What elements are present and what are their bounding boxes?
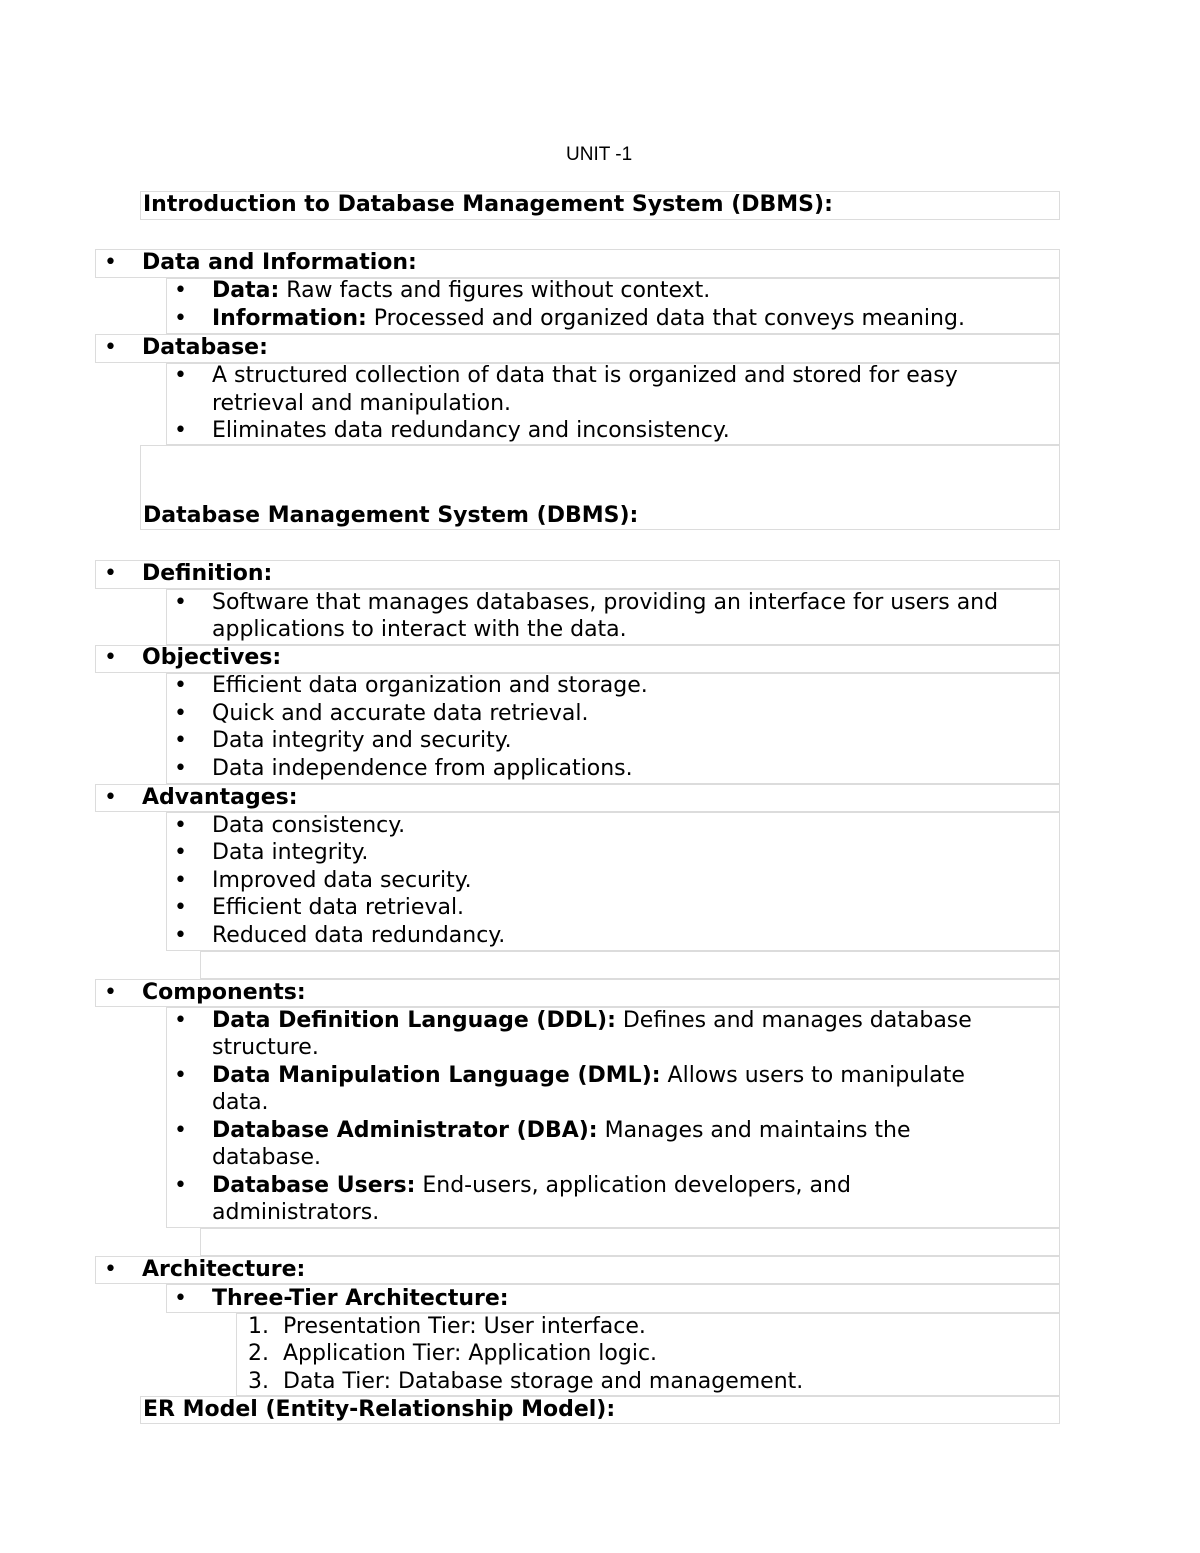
intro-heading: Introduction to Database Management System (DBMS): xyxy=(143,192,833,217)
component-dba: Database Administrator (DBA): Manages and maintains the xyxy=(212,1118,911,1143)
section-data-information: Data and Information: xyxy=(142,250,417,275)
spacer-cell xyxy=(200,1228,1060,1256)
component-ddl-cont: structure. xyxy=(212,1035,319,1060)
tier-number: 2. xyxy=(248,1341,269,1366)
list-item: Efficient data organization and storage. xyxy=(212,673,648,698)
list-item: Efficient data retrieval. xyxy=(212,895,465,920)
bullet-icon: • xyxy=(174,418,187,443)
bullet-icon: • xyxy=(174,895,187,920)
bullet-icon: • xyxy=(174,728,187,753)
tier-item: Application Tier: Application logic. xyxy=(283,1341,658,1366)
bullet-icon: • xyxy=(174,813,187,838)
section-definition: Definition: xyxy=(142,561,273,586)
bullet-icon: • xyxy=(174,278,187,303)
component-users-cont: administrators. xyxy=(212,1200,380,1225)
spacer-cell xyxy=(200,951,1060,979)
section-architecture: Architecture: xyxy=(142,1257,306,1282)
unit-label: UNIT -1 xyxy=(566,144,633,165)
tier-number: 1. xyxy=(248,1314,269,1339)
bullet-icon: • xyxy=(174,701,187,726)
section-advantages: Advantages: xyxy=(142,785,298,810)
bullet-icon: • xyxy=(104,1257,117,1282)
list-item: Data consistency. xyxy=(212,813,406,838)
bullet-icon: • xyxy=(174,756,187,781)
bullet-icon: • xyxy=(174,1286,187,1311)
list-item: Improved data security. xyxy=(212,868,472,893)
database-definition: A structured collection of data that is organized and stored for easy xyxy=(212,363,958,388)
tier-item: Data Tier: Database storage and management. xyxy=(283,1369,804,1394)
bullet-icon: • xyxy=(104,785,117,810)
definition-text-cont: applications to interact with the data. xyxy=(212,617,627,642)
tier-item: Presentation Tier: User interface. xyxy=(283,1314,646,1339)
bullet-icon: • xyxy=(174,673,187,698)
list-item: Data integrity and security. xyxy=(212,728,512,753)
bullet-icon: • xyxy=(174,868,187,893)
bullet-icon: • xyxy=(174,590,187,615)
definition-text: Software that manages databases, providing an interface for users and xyxy=(212,590,999,615)
bullet-icon: • xyxy=(174,1173,187,1198)
bullet-icon: • xyxy=(174,1008,187,1033)
three-tier-title: Three-Tier Architecture: xyxy=(212,1286,509,1311)
component-dba-cont: database. xyxy=(212,1145,321,1170)
component-dml: Data Manipulation Language (DML): Allows users to manipulate xyxy=(212,1063,965,1088)
component-ddl: Data Definition Language (DDL): Defines and manages database xyxy=(212,1008,972,1033)
er-heading: ER Model (Entity-Relationship Model): xyxy=(143,1397,616,1422)
list-item: Data integrity. xyxy=(212,840,369,865)
bullet-icon: • xyxy=(174,1118,187,1143)
bullet-icon: • xyxy=(104,250,117,275)
data-definition: Data: Raw facts and figures without context. xyxy=(212,278,711,303)
information-definition: Information: Processed and organized data that conveys meaning. xyxy=(212,306,965,331)
bullet-icon: • xyxy=(104,561,117,586)
list-item: Quick and accurate data retrieval. xyxy=(212,701,589,726)
list-item: Data independence from applications. xyxy=(212,756,633,781)
bullet-icon: • xyxy=(104,645,117,670)
bullet-icon: • xyxy=(174,363,187,388)
section-objectives: Objectives: xyxy=(142,645,282,670)
bullet-icon: • xyxy=(174,923,187,948)
database-definition-cont: retrieval and manipulation. xyxy=(212,391,512,416)
database-redundancy: Eliminates data redundancy and inconsistency. xyxy=(212,418,730,443)
bullet-icon: • xyxy=(174,306,187,331)
section-components: Components: xyxy=(142,980,306,1005)
bullet-icon: • xyxy=(104,335,117,360)
dbms-heading: Database Management System (DBMS): xyxy=(143,503,639,528)
section-database: Database: xyxy=(142,335,268,360)
list-item: Reduced data redundancy. xyxy=(212,923,506,948)
bullet-icon: • xyxy=(104,980,117,1005)
component-dml-cont: data. xyxy=(212,1090,269,1115)
component-users: Database Users: End-users, application developers, and xyxy=(212,1173,851,1198)
bullet-icon: • xyxy=(174,1063,187,1088)
bullet-icon: • xyxy=(174,840,187,865)
tier-number: 3. xyxy=(248,1369,269,1394)
